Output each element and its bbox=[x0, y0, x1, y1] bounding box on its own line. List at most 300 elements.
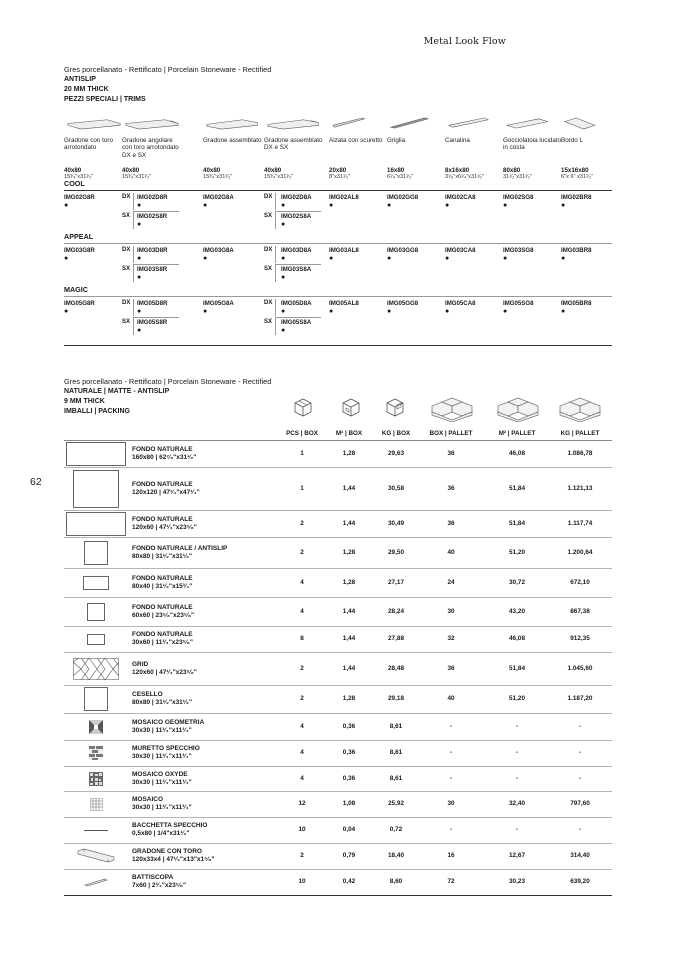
product-label bbox=[132, 575, 193, 591]
code-text: IMG02CA8 bbox=[445, 194, 476, 201]
availability-dot: ● bbox=[445, 308, 450, 315]
product-thumbnail-icon bbox=[64, 869, 128, 895]
product-code bbox=[387, 300, 418, 315]
column-divider bbox=[275, 265, 276, 282]
collection-name: COOL bbox=[64, 179, 85, 188]
packing-value: 1,44 bbox=[342, 664, 356, 672]
trims-section-title: Gres porcellanato - Rettificato | Porcelain Stoneware - Rectified bbox=[64, 65, 272, 74]
packing-value: 29,18 bbox=[388, 695, 404, 702]
trim-column bbox=[122, 116, 184, 181]
sx-label: SX bbox=[122, 213, 131, 219]
packing-value: 4 bbox=[300, 749, 304, 756]
product-code bbox=[203, 194, 234, 209]
column-divider bbox=[275, 299, 276, 316]
trim-column bbox=[264, 116, 326, 181]
trims-line-trims: PEZZI SPECIALI | TRIMS bbox=[64, 96, 146, 103]
packing-value: 2 bbox=[300, 548, 304, 556]
code-text: IMG03GG8 bbox=[387, 247, 419, 254]
product-name: FONDO NATURALE bbox=[132, 574, 193, 582]
product-size: 30x30 | 11³⁄₄"x11³⁄₄" bbox=[132, 778, 192, 786]
availability-dot: ● bbox=[561, 202, 566, 209]
packing-value: 4 bbox=[300, 774, 304, 782]
packing-value: 36 bbox=[447, 450, 455, 457]
availability-dot: ● bbox=[329, 255, 334, 262]
product-name: FONDO NATURALE bbox=[132, 603, 193, 611]
product-size: 80x40 | 31¹⁄₂"x15³⁄₄" bbox=[132, 582, 193, 590]
packing-value: 4 bbox=[300, 607, 304, 615]
product-size: 30x30 | 11³⁄₄"x11³⁄₄" bbox=[132, 726, 192, 734]
trim-size: 40x80 bbox=[64, 167, 82, 174]
availability-dot: ● bbox=[203, 202, 208, 209]
product-code bbox=[64, 194, 95, 209]
packing-value: 912,35 bbox=[570, 635, 590, 642]
packing-row bbox=[64, 537, 612, 568]
packing-line-finish: NATURALE | MATTE - ANTISLIP bbox=[64, 388, 170, 395]
packing-value: 16 bbox=[447, 852, 455, 859]
packing-value: 51,20 bbox=[509, 548, 525, 556]
product-code bbox=[561, 194, 591, 209]
availability-dot: ● bbox=[203, 255, 208, 262]
trim-size: 40x80 bbox=[203, 167, 221, 174]
packing-value: 1.086,78 bbox=[567, 450, 593, 457]
product-thumbnail-icon bbox=[64, 652, 128, 685]
code-text: IMG03AL8 bbox=[329, 247, 359, 254]
code-text: IMG03D8A bbox=[281, 247, 312, 254]
trim-column bbox=[329, 116, 391, 181]
sx-label: SX bbox=[122, 266, 131, 272]
collection-divider bbox=[64, 190, 612, 191]
packing-value: 1.200,64 bbox=[567, 548, 593, 556]
trim-shape-icon bbox=[64, 116, 124, 130]
packing-value: 40 bbox=[447, 548, 455, 556]
code-text: IMG02G8R bbox=[64, 194, 95, 201]
product-thumbnail-icon bbox=[64, 510, 128, 537]
packing-value: 27,17 bbox=[388, 578, 404, 586]
dx-label: DX bbox=[264, 194, 273, 200]
trim-size-inches: 3¹⁄₈"x6¹⁄₄"x31¹⁄₂" bbox=[445, 174, 485, 180]
packing-value: - bbox=[578, 722, 582, 730]
product-name: FONDO NATURALE bbox=[132, 480, 193, 488]
packing-row bbox=[64, 869, 612, 895]
packing-value: 30,23 bbox=[509, 878, 525, 885]
trim-name: Gradone angolare con toro arrotondato DX e SX bbox=[122, 137, 179, 159]
code-text: IMG03G8R bbox=[64, 247, 95, 254]
availability-dot: ● bbox=[137, 202, 142, 209]
code-text: IMG03G8A bbox=[203, 247, 234, 254]
packing-header: KG | PALLET bbox=[560, 430, 600, 437]
trim-shape-icon bbox=[329, 116, 389, 130]
product-code bbox=[281, 194, 311, 209]
packing-value: 8 bbox=[300, 635, 304, 642]
availability-dot: ● bbox=[64, 255, 69, 262]
pallet-weight-icon bbox=[556, 396, 606, 422]
product-code bbox=[137, 247, 167, 262]
product-code bbox=[561, 300, 591, 315]
product-label bbox=[132, 604, 194, 620]
column-divider bbox=[133, 212, 134, 229]
packing-value: 51,84 bbox=[509, 519, 525, 527]
packing-value: 1 bbox=[300, 484, 304, 492]
packing-value: 1.117,74 bbox=[567, 519, 593, 527]
packing-value: 27,88 bbox=[388, 635, 404, 642]
packing-value: 46,08 bbox=[509, 450, 525, 457]
packing-value: 30,58 bbox=[388, 484, 404, 492]
sub-divider bbox=[275, 317, 321, 318]
packing-value: 1.187,20 bbox=[567, 695, 593, 702]
packing-section-title: Gres porcellanato - Rettificato | Porcelain Stoneware - Rectified bbox=[64, 377, 272, 386]
product-code bbox=[281, 247, 311, 262]
packing-value: 72 bbox=[447, 878, 455, 885]
packing-row bbox=[64, 510, 612, 537]
product-name: FONDO NATURALE / ANTISLIP bbox=[132, 544, 228, 552]
packing-value: 2 bbox=[300, 852, 304, 859]
product-thumbnail-icon bbox=[64, 685, 128, 713]
availability-dot: ● bbox=[387, 308, 392, 315]
pallet-boxes-icon bbox=[428, 396, 478, 422]
code-text: IMG02BR8 bbox=[561, 194, 592, 201]
product-code-sx bbox=[281, 319, 311, 334]
column-divider bbox=[275, 246, 276, 263]
availability-dot: ● bbox=[64, 202, 69, 209]
packing-header: KG | BOX bbox=[381, 430, 411, 437]
packing-value: 24 bbox=[447, 578, 455, 586]
column-divider bbox=[133, 193, 134, 210]
packing-value: 0,36 bbox=[342, 749, 356, 756]
product-label bbox=[132, 661, 197, 677]
product-thumbnail-icon bbox=[64, 843, 128, 869]
packing-value: 29,63 bbox=[388, 450, 404, 457]
sx-label: SX bbox=[264, 213, 273, 219]
packing-value: 1 bbox=[300, 450, 304, 457]
packing-value: 10 bbox=[298, 878, 306, 885]
packing-value: - bbox=[578, 749, 582, 756]
product-size: 0,5x80 | 1/4"x31¹⁄₂" bbox=[132, 830, 190, 837]
product-code bbox=[387, 247, 418, 262]
dx-label: DX bbox=[122, 194, 131, 200]
packing-value: 30 bbox=[447, 800, 455, 807]
packing-value: 639,20 bbox=[570, 878, 590, 885]
product-name: MOSAICO GEOMETRIA bbox=[132, 718, 205, 726]
row-divider bbox=[64, 895, 612, 896]
product-code-sx bbox=[281, 213, 311, 228]
code-text: IMG02D8R bbox=[137, 194, 168, 201]
availability-dot: ● bbox=[329, 202, 334, 209]
product-name: GRADONE CON TORO bbox=[132, 848, 202, 855]
packing-line-packing: IMBALLI | PACKING bbox=[64, 408, 130, 415]
product-code bbox=[329, 300, 359, 315]
packing-value: 1.121,13 bbox=[567, 484, 593, 492]
product-code bbox=[503, 247, 533, 262]
product-code-sx bbox=[281, 266, 311, 281]
trims-section-header bbox=[64, 65, 271, 105]
availability-dot: ● bbox=[281, 308, 286, 315]
trim-column bbox=[503, 116, 565, 181]
trim-name: Gocciolatoia lucidato in costa bbox=[503, 137, 562, 152]
sub-divider bbox=[275, 264, 321, 265]
trim-size-inches: 6"x 6" x31¹⁄₂" bbox=[561, 174, 594, 180]
column-divider bbox=[275, 193, 276, 210]
product-label bbox=[132, 481, 200, 497]
packing-value: 28,24 bbox=[388, 607, 404, 615]
packing-section-header bbox=[64, 377, 271, 417]
product-thumbnail-icon bbox=[64, 568, 128, 597]
packing-row bbox=[64, 685, 612, 713]
packing-value: - bbox=[449, 749, 453, 756]
trim-size-inches: 15³⁄₄"x31¹⁄₂" bbox=[122, 174, 152, 180]
product-size: 120x33x4 | 47¹⁄₄"x13"x1⁵⁄₈" bbox=[132, 856, 215, 863]
packing-value: 797,60 bbox=[570, 800, 590, 807]
product-size: 80x80 | 31¹⁄₂"x31¹⁄₂" bbox=[132, 552, 193, 560]
trim-shape-icon bbox=[264, 116, 324, 130]
packing-value: 2 bbox=[300, 664, 304, 672]
column-divider bbox=[133, 265, 134, 282]
product-code-sx bbox=[137, 319, 167, 334]
packing-value: - bbox=[515, 722, 519, 730]
product-label bbox=[132, 874, 186, 890]
packing-row bbox=[64, 568, 612, 597]
dx-label: DX bbox=[122, 300, 131, 306]
code-text: IMG03D8R bbox=[137, 247, 168, 254]
packing-value: 36 bbox=[447, 664, 455, 672]
packing-value: 30,72 bbox=[509, 578, 525, 586]
availability-dot: ● bbox=[503, 308, 508, 315]
packing-value: 1,28 bbox=[342, 695, 356, 702]
code-text: IMG02AL8 bbox=[329, 194, 359, 201]
trim-size: 20x80 bbox=[329, 167, 347, 174]
packing-row bbox=[64, 766, 612, 791]
trim-name: Griglia bbox=[387, 137, 406, 144]
packing-value: 8,61 bbox=[389, 774, 403, 782]
product-thumbnail-icon bbox=[64, 713, 128, 740]
availability-dot: ● bbox=[503, 202, 508, 209]
product-size: 160x80 | 62⁷⁄₈"x31¹⁄₂" bbox=[132, 454, 197, 461]
packing-line-thickness: 9 MM THICK bbox=[64, 398, 105, 405]
packing-row bbox=[64, 791, 612, 817]
packing-value: 51,84 bbox=[509, 664, 525, 672]
product-thumbnail-icon bbox=[64, 817, 128, 843]
packing-value: 46,08 bbox=[509, 635, 525, 642]
product-name: MOSAICO bbox=[132, 796, 164, 803]
packing-header: M² | PALLET bbox=[498, 430, 536, 437]
pallet-sqm-icon bbox=[494, 396, 544, 422]
code-text: IMG05S8A bbox=[281, 319, 312, 326]
product-label bbox=[132, 631, 193, 647]
trim-size: 16x80 bbox=[387, 167, 405, 174]
product-thumbnail-icon bbox=[64, 791, 128, 817]
code-text: IMG02G8A bbox=[203, 194, 234, 201]
code-text: IMG05BR8 bbox=[561, 300, 592, 307]
product-label bbox=[132, 796, 192, 812]
sub-divider bbox=[133, 264, 179, 265]
availability-dot: ● bbox=[137, 221, 142, 228]
code-text: IMG02S8A bbox=[281, 213, 312, 220]
availability-dot: ● bbox=[203, 308, 208, 315]
packing-row bbox=[64, 843, 612, 869]
dx-label: DX bbox=[122, 247, 131, 253]
product-code-sx bbox=[137, 213, 167, 228]
availability-dot: ● bbox=[137, 274, 142, 281]
trims-line-thickness: 20 MM THICK bbox=[64, 86, 109, 93]
collection-divider bbox=[64, 296, 612, 297]
trim-column bbox=[387, 116, 449, 181]
trim-shape-icon bbox=[503, 116, 563, 130]
trim-size-inches: 6¹⁄₄"x31¹⁄₂" bbox=[387, 174, 414, 180]
trim-column bbox=[561, 116, 623, 181]
product-label bbox=[132, 745, 200, 761]
product-thumbnail-icon bbox=[64, 597, 128, 626]
packing-header: PCS | BOX bbox=[286, 430, 318, 437]
trim-shape-icon bbox=[387, 116, 447, 130]
availability-dot: ● bbox=[503, 255, 508, 262]
collection-name: APPEAL bbox=[64, 232, 94, 241]
packing-value: 12 bbox=[298, 800, 306, 807]
trim-size-inches: 15³⁄₄"x31¹⁄₂" bbox=[64, 174, 94, 180]
column-divider bbox=[275, 318, 276, 335]
packing-value: - bbox=[515, 749, 519, 756]
packing-value: 8,60 bbox=[389, 878, 403, 885]
product-size: 80x80 | 31¹⁄₂"x31¹⁄₂" bbox=[132, 699, 193, 706]
code-text: IMG02S8R bbox=[137, 213, 168, 220]
code-text: IMG05G8A bbox=[203, 300, 234, 307]
packing-row bbox=[64, 597, 612, 626]
product-thumbnail-icon bbox=[64, 441, 128, 467]
availability-dot: ● bbox=[281, 327, 286, 334]
packing-value: 0,36 bbox=[342, 774, 356, 782]
packing-value: 43,20 bbox=[509, 607, 525, 615]
trim-shape-icon bbox=[203, 116, 263, 130]
packing-value: 1,44 bbox=[342, 484, 356, 492]
product-size: 30x30 | 11³⁄₄"x11³⁄₄" bbox=[132, 753, 192, 760]
product-size: 7x60 | 2³⁄₄"x23⁵⁄₈" bbox=[132, 882, 187, 889]
packing-value: 18,40 bbox=[388, 852, 404, 859]
sub-divider bbox=[275, 211, 321, 212]
trim-name: Alzata con scuretto bbox=[329, 137, 383, 144]
availability-dot: ● bbox=[445, 255, 450, 262]
product-name: MURETTO SPECCHIO bbox=[132, 745, 200, 752]
packing-value: 314,40 bbox=[570, 852, 590, 859]
packing-value: 40 bbox=[447, 695, 455, 702]
dx-label: DX bbox=[264, 247, 273, 253]
packing-value: 4 bbox=[300, 578, 304, 586]
product-code bbox=[203, 247, 234, 262]
product-size: 30x30 | 11³⁄₄"x11³⁄₄" bbox=[132, 804, 192, 811]
trim-column bbox=[445, 116, 507, 181]
availability-dot: ● bbox=[561, 255, 566, 262]
product-name: FONDO NATURALE bbox=[132, 631, 193, 638]
packing-value: 0,04 bbox=[342, 826, 356, 833]
product-label bbox=[132, 719, 204, 735]
box-icon bbox=[292, 396, 314, 418]
trim-name: Canalina bbox=[445, 137, 470, 144]
packing-value: - bbox=[449, 722, 453, 730]
trim-size: 8x16x80 bbox=[445, 167, 470, 174]
collection-divider bbox=[64, 243, 612, 244]
trim-name: Bordo L bbox=[561, 137, 584, 144]
code-text: IMG03SG8 bbox=[503, 247, 534, 254]
trim-size: 40x80 bbox=[264, 167, 282, 174]
packing-value: 51,20 bbox=[509, 695, 525, 702]
packing-row bbox=[64, 441, 612, 467]
packing-row bbox=[64, 652, 612, 685]
product-code-sx bbox=[137, 266, 167, 281]
availability-dot: ● bbox=[281, 274, 286, 281]
packing-value: 4 bbox=[300, 722, 304, 730]
availability-dot: ● bbox=[281, 221, 286, 228]
packing-value: 1,28 bbox=[342, 450, 356, 457]
packing-value: 0,42 bbox=[342, 878, 356, 885]
packing-value: 8,61 bbox=[389, 722, 403, 730]
product-code bbox=[137, 194, 167, 209]
product-thumbnail-icon bbox=[64, 537, 128, 568]
packing-value: 32 bbox=[447, 635, 455, 642]
product-code bbox=[281, 300, 311, 315]
column-divider bbox=[133, 246, 134, 263]
product-size: 30x60 | 11³⁄₄"x23⁵⁄₈" bbox=[132, 639, 193, 646]
column-divider bbox=[133, 318, 134, 335]
packing-value: - bbox=[578, 774, 582, 782]
product-code bbox=[329, 247, 359, 262]
trim-column bbox=[203, 116, 265, 181]
packing-row bbox=[64, 740, 612, 766]
availability-dot: ● bbox=[561, 308, 566, 315]
trim-size: 80x80 bbox=[503, 167, 521, 174]
packing-value: 1,44 bbox=[342, 607, 356, 615]
packing-value: 0,72 bbox=[389, 826, 403, 833]
availability-dot: ● bbox=[387, 255, 392, 262]
packing-value: 51,84 bbox=[509, 484, 525, 492]
trim-name: Gradone assemblato bbox=[203, 137, 262, 144]
packing-header: M² | BOX bbox=[335, 430, 363, 437]
page-number: 62 bbox=[30, 476, 42, 488]
code-text: IMG02GG8 bbox=[387, 194, 419, 201]
product-size: 60x60 | 23⁵⁄₈"x23⁵⁄₈" bbox=[132, 611, 195, 619]
availability-dot: ● bbox=[137, 327, 142, 334]
product-thumbnail-icon bbox=[64, 766, 128, 791]
packing-value: 1,44 bbox=[342, 519, 356, 527]
packing-value: 1.045,60 bbox=[567, 664, 593, 672]
product-code bbox=[137, 300, 167, 315]
packing-value: 36 bbox=[447, 519, 455, 527]
packing-value: 28,48 bbox=[388, 664, 404, 672]
packing-value: 10 bbox=[298, 826, 306, 833]
code-text: IMG03CA8 bbox=[445, 247, 476, 254]
availability-dot: ● bbox=[137, 255, 142, 262]
product-name: FONDO NATURALE bbox=[132, 446, 193, 453]
product-code bbox=[503, 194, 533, 209]
packing-value: 672,10 bbox=[570, 578, 590, 586]
product-label bbox=[132, 516, 197, 532]
sub-divider bbox=[133, 317, 179, 318]
column-divider bbox=[275, 212, 276, 229]
trim-size-inches: 15³⁄₄"x31¹⁄₂" bbox=[203, 174, 233, 180]
brand-title: Metal Look Flow bbox=[423, 36, 506, 47]
product-thumbnail-icon bbox=[64, 740, 128, 766]
product-code bbox=[503, 300, 533, 315]
trim-shape-icon bbox=[561, 116, 621, 130]
code-text: IMG05CA8 bbox=[445, 300, 476, 307]
sub-divider bbox=[133, 211, 179, 212]
product-code bbox=[561, 247, 591, 262]
code-text: IMG03S8R bbox=[137, 266, 168, 273]
box-weight-icon bbox=[384, 396, 406, 418]
packing-header: BOX | PALLET bbox=[429, 430, 473, 437]
trim-shape-icon bbox=[122, 116, 182, 130]
availability-dot: ● bbox=[64, 308, 69, 315]
code-text: IMG05S8R bbox=[137, 319, 168, 326]
product-size: 120x60 | 47¹⁄₄"x23⁵⁄₈" bbox=[132, 523, 197, 531]
sx-label: SX bbox=[122, 319, 131, 325]
code-text: IMG02SG8 bbox=[503, 194, 534, 201]
